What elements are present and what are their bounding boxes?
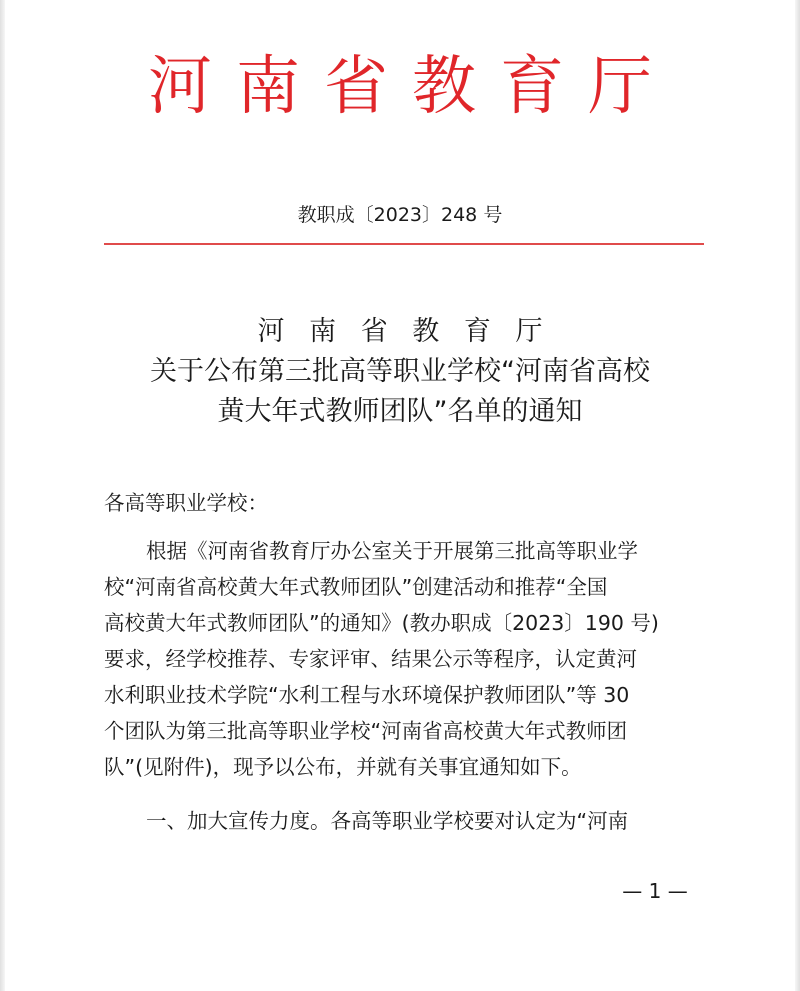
body-line: 校“河南省高校黄大年式教师团队”创建活动和推荐“全国 [104,575,608,599]
title-line-3: 黄大年式教师团队”名单的通知 [217,396,583,427]
body-paragraph-1 [104,533,704,785]
body-line: 水利职业技术学院“水利工程与水环境保护教师团队”等 30 [104,683,630,707]
document-number: 教职成〔2023〕248 号 [297,204,503,226]
body-line: 高校黄大年式教师团队”的通知》(教办职成〔2023〕190 号) [104,611,659,635]
body-line: 队”(见附件)，现予以公布，并就有关事宜通知如下。 [104,755,582,779]
salutation: 各高等职业学校： [104,491,268,515]
title-line-2: 关于公布第三批高等职业学校“河南省高校 [150,356,650,387]
red-divider-line [104,243,704,245]
masthead-title: 河南省教育厅 [148,50,676,124]
page-edge-left [0,0,5,991]
body-line: 根据《河南省教育厅办公室关于开展第三批高等职业学 [146,539,638,563]
body-line: 个团队为第三批高等职业学校“河南省高校黄大年式教师团 [104,719,628,743]
page-number: — 1 — [622,879,688,903]
title-line-1: 河 南 省 教 育 厅 [257,316,551,347]
body-paragraph-2: 一、加大宣传力度。各高等职业学校要对认定为“河南 [146,809,629,833]
notice-title [0,312,800,432]
body-line: 要求，经学校推荐、专家评审、结果公示等程序，认定黄河 [104,647,637,671]
page-edge-right [795,0,800,991]
